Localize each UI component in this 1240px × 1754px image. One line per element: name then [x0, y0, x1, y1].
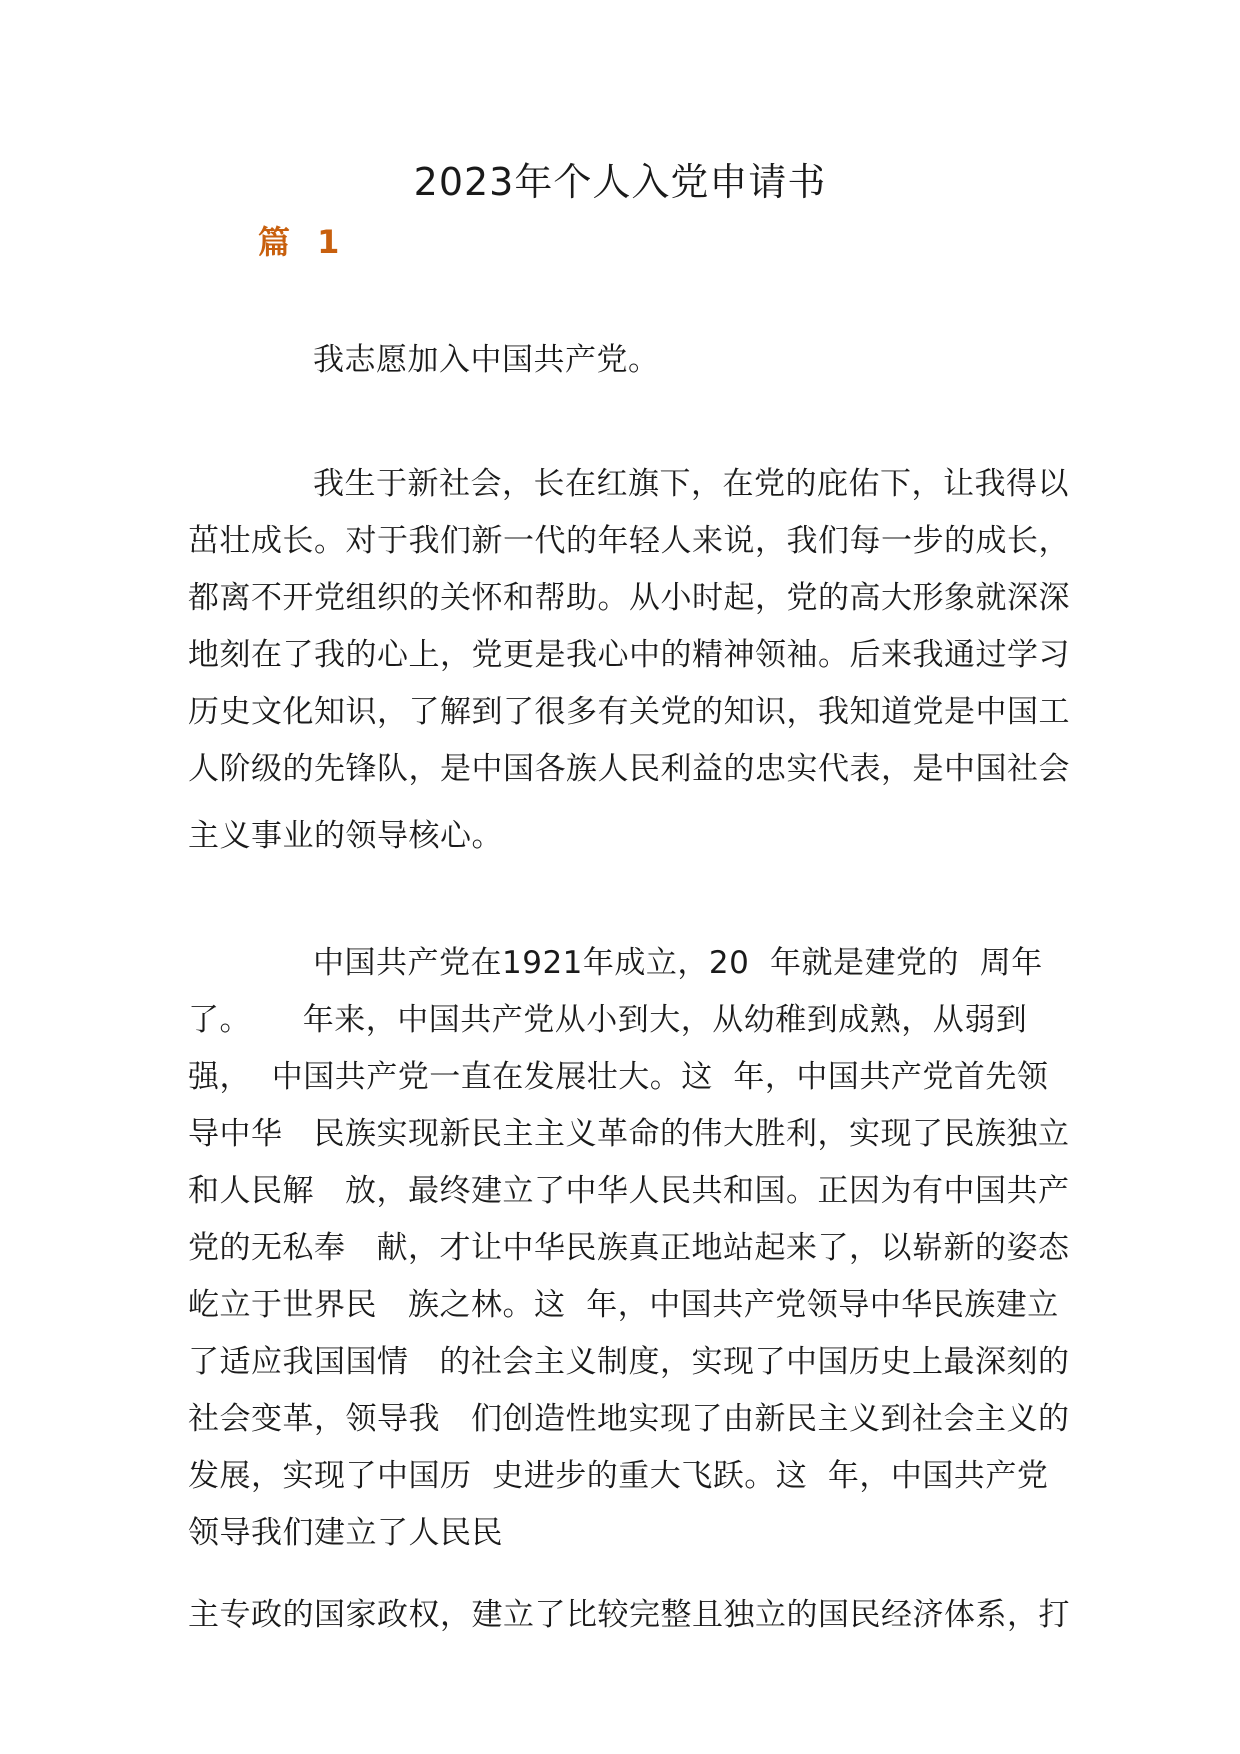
paragraph-2-line-6: 人阶级的先锋队，是中国各族人民利益的忠实代表，是中国社会: [188, 751, 1070, 787]
paragraph-3-line-5: 和人民解 放，最终建立了中华人民共和国。正因为有中国共产: [188, 1173, 1070, 1209]
paragraph-3-line-8: 了适应我国国情 的社会主义制度，实现了中国历史上最深刻的: [188, 1344, 1070, 1380]
paragraph-3-line-4: 导中华 民族实现新民主主义革命的伟大胜利，实现了民族独立: [188, 1116, 1070, 1152]
paragraph-3-line-7: 屹立于世界民 族之林。这 年，中国共产党领导中华民族建立: [188, 1287, 1059, 1323]
paragraph-3-line-12: 主专政的国家政权，建立了比较完整且独立的国民经济体系，打: [188, 1597, 1070, 1633]
paragraph-3-line-2: 了。 年来，中国共产党从小到大，从幼稚到成熟，从弱到: [188, 1002, 1028, 1038]
paragraph-3-line-3: 强， 中国共产党一直在发展壮大。这 年，中国共产党首先领: [188, 1059, 1049, 1095]
paragraph-3-line-9: 社会变革，领导我 们创造性地实现了由新民主义到社会主义的: [188, 1401, 1070, 1437]
paragraph-2-line-7: 主义事业的领导核心。: [188, 818, 503, 854]
paragraph-2-line-2: 茁壮成长。对于我们新一代的年轻人来说，我们每一步的成长，: [188, 523, 1070, 559]
paragraph-1-line-1: 我志愿加入中国共产党。: [313, 342, 660, 378]
paragraph-3-line-6: 党的无私奉 献，才让中华民族真正地站起来了，以崭新的姿态: [188, 1230, 1070, 1266]
section-label: 篇 1: [258, 223, 348, 261]
paragraph-3-line-11: 领导我们建立了人民民: [188, 1515, 503, 1551]
paragraph-2-line-4: 地刻在了我的心上，党更是我心中的精神领袖。后来我通过学习: [188, 637, 1070, 673]
paragraph-2-line-5: 历史文化知识，了解到了很多有关党的知识，我知道党是中国工: [188, 694, 1070, 730]
paragraph-2-line-1: 我生于新社会，长在红旗下，在党的庇佑下，让我得以: [313, 466, 1069, 502]
paragraph-3-line-10: 发展，实现了中国历 史进步的重大飞跃。这 年，中国共产党: [188, 1458, 1049, 1494]
paragraph-3-line-1: 中国共产党在1921年成立，20 年就是建党的 周年: [313, 945, 1043, 981]
paragraph-2-line-3: 都离不开党组织的关怀和帮助。从小时起，党的高大形象就深深: [188, 580, 1070, 616]
document-title: 2023年个人入党申请书: [413, 160, 827, 204]
